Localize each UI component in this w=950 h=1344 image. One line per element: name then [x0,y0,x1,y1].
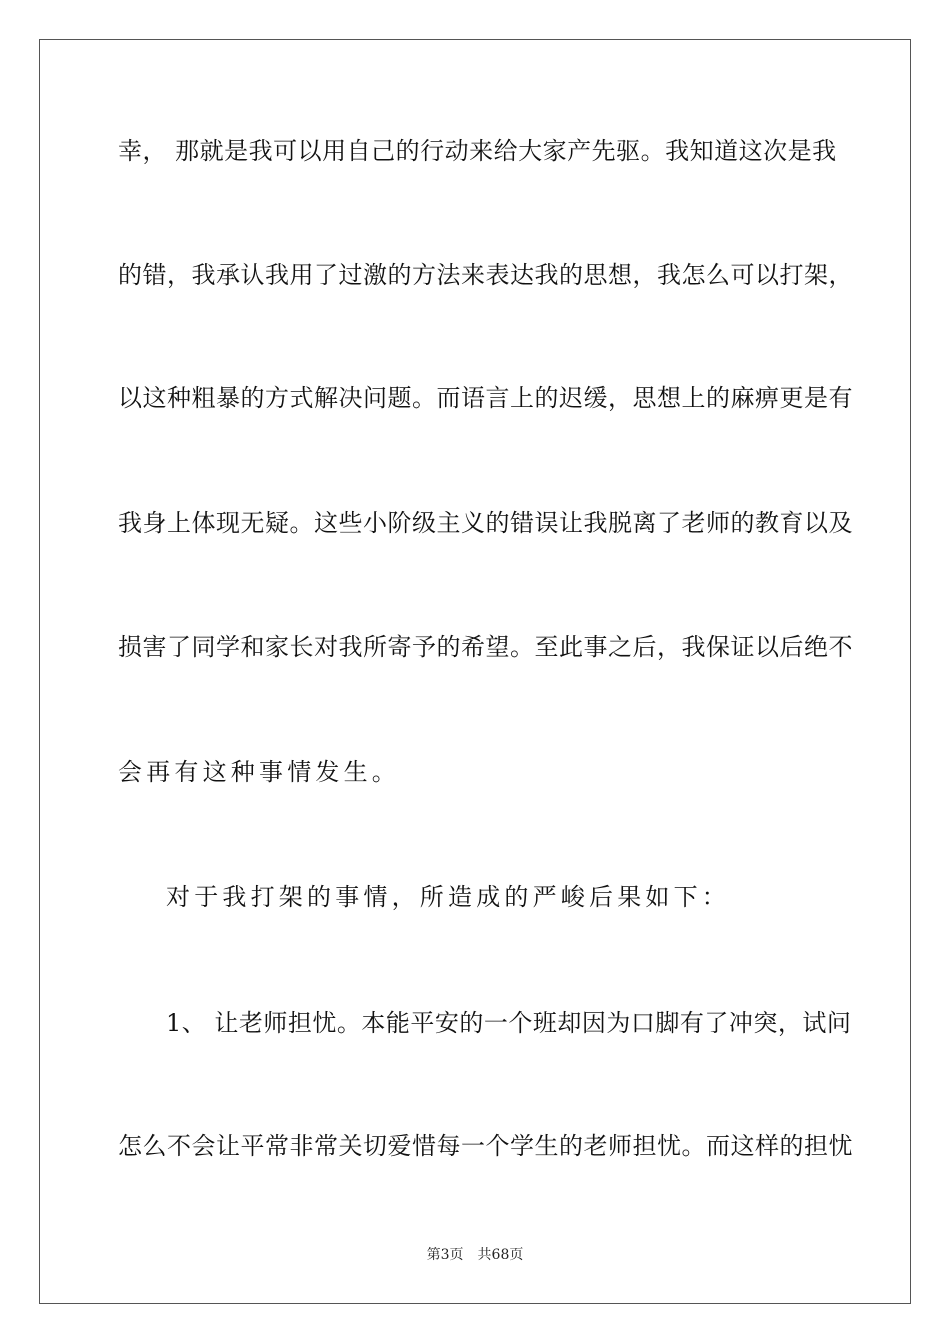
paragraph-line: 对于我打架的事情，所造成的严峻后果如下： [166,883,730,911]
paragraph-line: 以这种粗暴的方式解决问题。而语言上的迟缓，思想上的麻痹更是有 [118,384,853,412]
paragraph-line: 我身上体现无疑。这些小阶级主义的错误让我脱离了老师的教育以及 [118,509,853,537]
page-number: 第3页 [426,1247,464,1263]
paragraph-line: 会再有这种事情发生。 [118,758,400,786]
paragraph-line: 损害了同学和家长对我所寄予的希望。至此事之后，我保证以后绝不 [118,633,853,661]
total-pages: 共68页 [477,1247,524,1263]
page-footer [0,1245,950,1265]
paragraph-line: 幸， 那就是我可以用自己的行动来给大家产先驱。我知道这次是我 [118,137,837,165]
page-border [39,39,911,1304]
list-item-line: 1、 让老师担忧。本能平安的一个班却因为口脚有了冲突，试问 [166,1009,852,1037]
paragraph-line: 的错，我承认我用了过激的方法来表达我的思想，我怎么可以打架， [118,261,853,289]
paragraph-line: 怎么不会让平常非常关切爱惜每一个学生的老师担忧。而这样的担忧 [118,1132,853,1160]
